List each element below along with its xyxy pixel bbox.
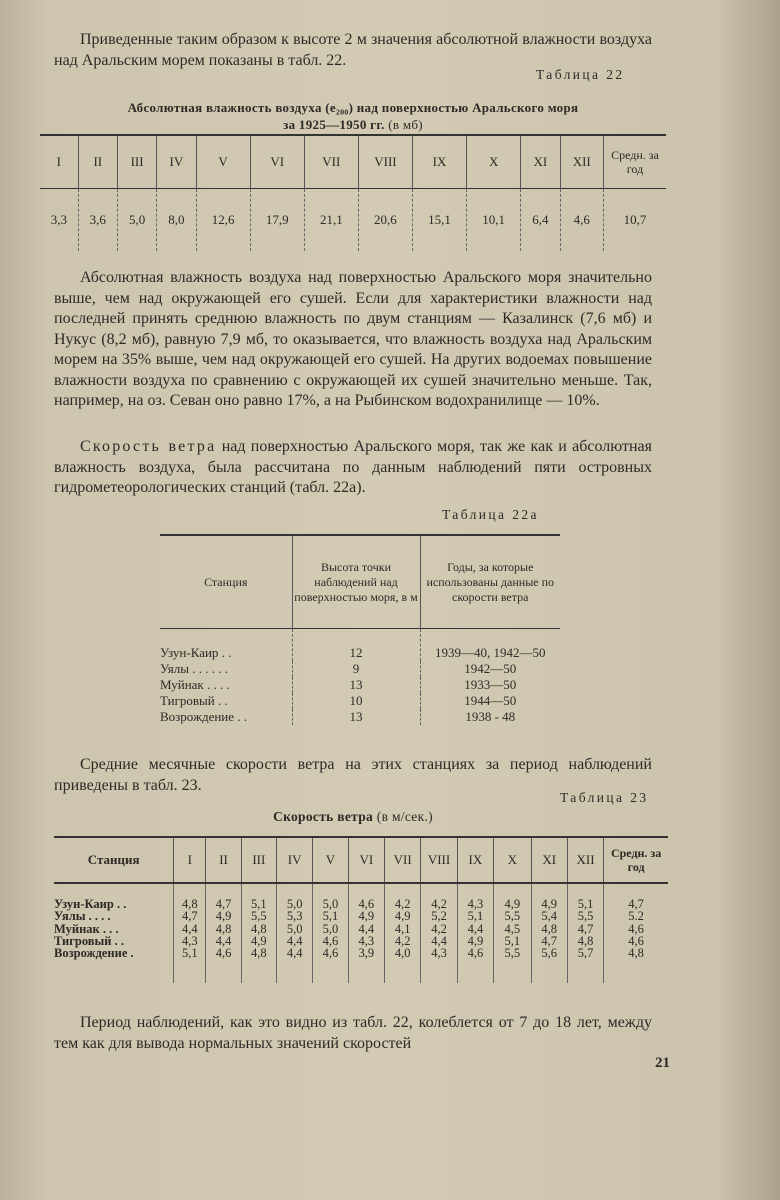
table-23-value-cell: 4,6 <box>604 935 668 947</box>
table-22-header-cell: XII <box>560 135 604 189</box>
table-23-header-cell: IX <box>457 837 493 883</box>
table-23-value-cell: 4,8 <box>241 923 276 935</box>
table-23-value-cell: 4,6 <box>457 947 493 983</box>
table-row <box>54 910 668 922</box>
table-22a-years-cell: 1942—50 <box>420 661 560 677</box>
table-23-header-cell: III <box>241 837 276 883</box>
table-23-value-cell: 5,1 <box>567 883 603 910</box>
table-23-value-cell: 4,9 <box>241 935 276 947</box>
table-22a-station-cell: Уялы . . . . . . <box>160 661 228 676</box>
table-22a-height-cell: 13 <box>292 709 420 725</box>
table-23-header-cell: VIII <box>421 837 457 883</box>
table-23-value-cell: 4,8 <box>174 883 206 910</box>
table-22a-years-cell: 1933—50 <box>420 677 560 693</box>
table-22-value-cell: 15,1 <box>412 189 466 252</box>
table-23-value-cell: 5.2 <box>604 910 668 922</box>
table-23-value-cell: 5,0 <box>276 883 312 910</box>
table-23-value-cell: 5,5 <box>494 910 531 922</box>
table-23-value-cell: 5,0 <box>276 923 312 935</box>
table-22-value-cell: 3,3 <box>50 212 67 227</box>
table-23-value-cell: 4,9 <box>384 910 420 922</box>
table-23-value-cell: 4,3 <box>348 935 384 947</box>
table-23-header-cell: VI <box>348 837 384 883</box>
table-23-value-cell: 4,0 <box>384 947 420 983</box>
table-23-value-cell: 4,6 <box>348 883 384 910</box>
table-row <box>54 947 668 983</box>
table-23-value-cell: 5,1 <box>494 935 531 947</box>
table-22-value-cell: 3,6 <box>78 189 117 252</box>
table-23-station-cell: Тигровый . . <box>54 933 125 948</box>
table-23-title: Скорость ветра (в м/сек.) <box>273 809 433 824</box>
table-23-value-cell: 4,7 <box>174 910 206 922</box>
table-22a-station-cell: Муйнак . . . . <box>160 677 230 692</box>
table-22-header-cell: III <box>117 135 156 189</box>
table-23-header-cell: X <box>494 837 531 883</box>
table-22-header-cell: IV <box>157 135 196 189</box>
table-23-header-cell: IV <box>276 837 312 883</box>
table-23-station-cell: Муйнак . . . <box>54 921 119 936</box>
table-22a-height-cell: 12 <box>292 629 420 662</box>
table-23-value-cell: 5,3 <box>276 910 312 922</box>
table-22-value-cell: 8,0 <box>157 189 196 252</box>
table-22-header-cell: VII <box>304 135 358 189</box>
page-number: 21 <box>655 1055 670 1071</box>
table-23-value-cell: 4,4 <box>174 923 206 935</box>
table-22-header-cell: Средн. за год <box>604 135 667 189</box>
paragraph-intro: Приведенные таким образом к высоте 2 м значения абсолютной влажности воздуха над Аральским морем показаны в табл. 22. <box>54 31 652 69</box>
table-row <box>160 629 560 662</box>
table-22a-label: Таблица 22а <box>442 507 539 522</box>
table-22-title: Абсолютная влажность воздуха (e₂₀₀) над поверхностью Аральского моря за 1925—1950 гг. (в мб) <box>127 100 579 132</box>
table-22a-height-cell: 9 <box>292 661 420 677</box>
table-23 <box>54 836 668 983</box>
table-23-value-cell: 4,4 <box>457 923 493 935</box>
table-23-value-cell: 4,2 <box>421 923 457 935</box>
table-22-value-cell: 10,1 <box>467 189 521 252</box>
table-22-header-cell: IX <box>412 135 466 189</box>
table-23-value-cell: 5,0 <box>313 923 348 935</box>
table-22a-station-cell: Узун-Каир . . <box>160 645 232 660</box>
table-22-value-cell: 12,6 <box>196 189 250 252</box>
table-22a <box>160 534 560 725</box>
table-23-value-cell: 5,2 <box>421 910 457 922</box>
table-22a-height-cell: 13 <box>292 677 420 693</box>
table-23-value-cell: 4,3 <box>421 947 457 983</box>
table-23-value-cell: 5,1 <box>174 947 206 983</box>
table-23-value-cell: 4,9 <box>348 910 384 922</box>
table-23-header-cell: V <box>313 837 348 883</box>
paragraph-period: Период наблюдений, как это видно из табл. 22, колеблется от 7 до 18 лет, между тем как для вывода нормальных значений скоростей <box>54 1014 652 1052</box>
table-23-value-cell: 4,4 <box>348 923 384 935</box>
table-23-value-cell: 4,2 <box>421 883 457 910</box>
table-23-value-cell: 5,1 <box>457 910 493 922</box>
table-23-value-cell: 4,4 <box>276 947 312 983</box>
table-row <box>160 709 560 725</box>
table-23-value-cell: 5,5 <box>494 947 531 983</box>
table-22a-header-height: Высота точки наблюдений над поверхностью моря, в м <box>292 535 420 629</box>
paragraph-humidity: Абсолютная влажность воздуха над поверхностью Аральского моря значительно выше, чем над окружающей его сушей. Если для характеристики влажности над последней принять среднюю влажность по двум станциям — Казалинск (7,6 мб) и Нукус (8,2 мб), равную 7,9 мб, то оказывается, что влажность воздуха над Аральским морем на 35% выше, чем над окружающей его сушей. На других водоемах повышение влажности воздуха по сравнению с окружающей их сушей значительно меньше. Так, например, на оз. Севан оно равно 17%, а на Рыбинском водохранилище — 10%. <box>54 269 652 409</box>
table-23-value-cell: 4,7 <box>206 883 241 910</box>
table-23-header-cell: II <box>206 837 241 883</box>
table-23-header-cell: Станция <box>87 852 140 867</box>
table-22-label: Таблица 22 <box>536 67 625 82</box>
table-23-value-cell: 4,3 <box>457 883 493 910</box>
table-23-value-cell: 4,4 <box>421 935 457 947</box>
table-22a-years-cell: 1938 - 48 <box>420 709 560 725</box>
table-22-header-cell: V <box>196 135 250 189</box>
table-23-header-cell: Средн. за год <box>604 837 668 883</box>
table-23-value-cell: 5,1 <box>241 883 276 910</box>
table-23-value-cell: 4,5 <box>494 923 531 935</box>
table-23-value-cell: 3,9 <box>348 947 384 983</box>
table-23-value-cell: 5,4 <box>531 910 567 922</box>
table-23-value-cell: 4,4 <box>276 935 312 947</box>
table-22a-station-cell: Тигровый . . <box>160 693 228 708</box>
paragraph-wind: Скорость ветра над поверхностью Аральского моря, так же как и абсолютная влажность воздуха, была рассчитана по данным наблюдений пяти островных гидрометеорологических станций (табл. 22а). <box>54 438 653 496</box>
table-22a-years-cell: 1939—40, 1942—50 <box>420 629 560 662</box>
table-23-value-cell: 4,6 <box>206 947 241 983</box>
table-22-header-cell: II <box>78 135 117 189</box>
table-23-header-cell: XI <box>531 837 567 883</box>
table-23-value-cell: 4,7 <box>567 923 603 935</box>
table-22a-header-years: Годы, за которые использованы данные по скорости ветра <box>420 535 560 629</box>
table-22-value-cell: 6,4 <box>521 189 560 252</box>
table-23-value-cell: 4,6 <box>604 923 668 935</box>
table-row <box>160 693 560 709</box>
table-22-value-cell: 21,1 <box>304 189 358 252</box>
table-row <box>54 883 668 910</box>
table-22-header-cell: XI <box>521 135 560 189</box>
table-23-value-cell: 4,4 <box>206 935 241 947</box>
table-23-value-cell: 4,6 <box>313 947 348 983</box>
table-23-value-cell: 4,8 <box>531 923 567 935</box>
table-23-station-cell: Уялы . . . . <box>54 909 111 924</box>
table-23-value-cell: 4,8 <box>206 923 241 935</box>
table-22a-height-cell: 10 <box>292 693 420 709</box>
table-22-header-cell: VI <box>250 135 304 189</box>
table-23-value-cell: 4,3 <box>174 935 206 947</box>
table-23-header-cell: XII <box>567 837 603 883</box>
table-23-station-cell: Возрождение . <box>54 946 134 961</box>
paragraph-monthly-wind: Средние месячные скорости ветра на этих станциях за период наблюдений приведены в табл. 23. <box>54 756 652 794</box>
table-23-header-cell: VII <box>384 837 420 883</box>
table-23-value-cell: 4,8 <box>241 947 276 983</box>
table-23-value-cell: 4,9 <box>206 910 241 922</box>
table-22a-station-cell: Возрождение . . <box>160 709 248 724</box>
table-23-value-cell: 4,7 <box>531 935 567 947</box>
table-23-value-cell: 4,8 <box>604 947 668 983</box>
table-23-value-cell: 4,6 <box>313 935 348 947</box>
table-23-value-cell: 4,7 <box>604 883 668 910</box>
table-22-value-cell: 20,6 <box>358 189 412 252</box>
table-23-value-cell: 5,0 <box>313 883 348 910</box>
table-22-header-cell: X <box>467 135 521 189</box>
table-22 <box>40 134 666 251</box>
table-23-value-cell: 5,5 <box>567 910 603 922</box>
table-23-value-cell: 4,1 <box>384 923 420 935</box>
table-23-label: Таблица 23 <box>560 790 649 805</box>
table-22-value-cell: 5,0 <box>117 189 156 252</box>
table-22-value-cell: 4,6 <box>560 189 604 252</box>
table-22a-header-station: Станция <box>204 574 248 589</box>
table-23-value-cell: 4,9 <box>494 883 531 910</box>
table-23-station-cell: Узун-Каир . . <box>54 897 127 911</box>
table-23-value-cell: 4,2 <box>384 935 420 947</box>
table-23-value-cell: 5,5 <box>241 910 276 922</box>
table-23-value-cell: 4,9 <box>531 883 567 910</box>
table-23-value-cell: 5,1 <box>313 910 348 922</box>
table-23-value-cell: 5,7 <box>567 947 603 983</box>
table-23-value-cell: 4,2 <box>384 883 420 910</box>
table-22-header-cell: VIII <box>358 135 412 189</box>
table-23-value-cell: 5,6 <box>531 947 567 983</box>
table-22a-years-cell: 1944—50 <box>420 693 560 709</box>
table-row <box>160 661 560 677</box>
table-22-header-cell: I <box>56 154 61 169</box>
table-22-value-cell: 10,7 <box>604 189 667 252</box>
table-22-value-cell: 17,9 <box>250 189 304 252</box>
table-row <box>160 677 560 693</box>
table-23-value-cell: 4,9 <box>457 935 493 947</box>
table-23-header-cell: I <box>174 837 206 883</box>
table-23-value-cell: 4,8 <box>567 935 603 947</box>
